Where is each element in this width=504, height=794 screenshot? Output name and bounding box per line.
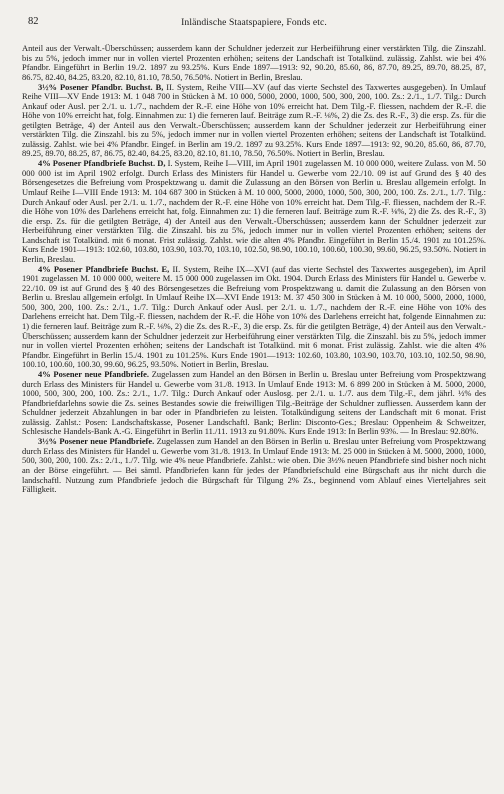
paragraph-heading: 4% Posener Pfandbriefe Buchst. E,: [38, 263, 170, 274]
paragraph-heading: 4% Posener neue Pfandbriefe.: [38, 369, 150, 380]
running-head: [22, 14, 486, 32]
paragraph-text: Zugelassen zum Handel an den Börsen in Berlin u. Breslau unter Befreiung vom Prospektzwang durch Erlass des Ministers für Handel u. Gewerbe vom 31./8. 1913. In Umlauf Ende 1913: M. 6 899 200 in Stücken à M. 5000, 2000, 1000, 500, 300, 200, 100. Zs.: 2./1., 1./7. Tilg.: Durch Ankauf oder Auslosg. per 2./1. u. 1./7. aus dem Tilg.-F., dem jährl. ½% des Pfandbriefdarlehns sowie die Zs. seines Bestandes sowie die freiwilligen Tilg.-Beiträge der Schuldner zufliessen. Ausserdem kann der Schuldner jederzeit Abzahlungen in bar oder in Pfandbriefen zu leisten. Totalkündigung seitens der Landschaft mit 6 monat. Frist zulässig. Zahlst.: Posen: Landschaftskasse, Posener Landschaftl. Bank; Berlin: Disconto-Ges.; Breslau: Oppenheim & Schweitzer, Schlesische Handels-Bank A.-G. Eingeführt in Berlin 11./11. 1913 zu 91.80%. Kurs Ende 1913: In Berlin 93%. — In Breslau: 92.80%.: [22, 369, 486, 437]
paragraph-text: Zugelassen zum Handel an den Börsen in Berlin u. Breslau unter Befreiung vom Prospektzwang durch Erlass des Ministers für Handel u. Gewerbe vom 31./8. 1913. In Umlauf Ende 1913: M. 25 000 in Stücken à M. 5000, 2000, 1000, 500, 300, 200, 100. Zs.: 2./1., 1./7. Tilg. wie 4% neue Pfandbriefe. Zahlst.: wie oben. Die 3½% neuen Pfandbriefe sind bisher noch nicht an der Börse eingeführt. — Bei sämtl. Pfandbriefen kann für jedes der Pfandbriefschuld eine Bürgschaft aus ihr nicht durch die landschaftl. Nutzung zum Pfandbriefe jedoch die Bürgschaft für Tilgung 2% Zs., beginnend vom Ablauf eines Vierteljahres seit Fälligkeit.: [22, 436, 487, 495]
paragraph-text: Anteil aus der Verwalt.-Überschüssen; ausserdem kann der Schuldner jederzeit zur Herbeiführung einer verstärkten Tilg. die Zinszahl. bis zu 5%, jedoch immer nur in vollen viertel Prozenten erhöhen; seitens der Landschaft ist Totalkünd. zulässig. Zahlst. wie bei 4% Pfandbr. Eingeführt in Berlin 19./2. 1897 zu 93.25%. Kurs Ende 1897—1913: 92, 90.20, 85.60, 86, 87.70, 89.25, 89.70, 88.25, 87, 86.75, 82.40, 84.25, 83.20, 82.10, 81.10, 78.50, 76.50%. Notiert in Berlin, Breslau.: [22, 43, 486, 82]
paragraph: [22, 265, 486, 370]
paragraph: [22, 83, 486, 159]
paragraph: [22, 44, 486, 82]
paragraph-heading: 3½% Posener neue Pfandbriefe.: [38, 436, 155, 447]
paragraph-heading: 4% Posener Pfandbriefe Buchst. D,: [38, 158, 166, 169]
paragraph: [22, 437, 486, 494]
paragraph-text: I. System, Reihe I—VIII, im April 1901 zugelassen M. 10 000 000, weitere Zulass. von M. 50 000 000 ist im April 1902 erfolgt. Durch Erlass des Ministers für Handel u. Gewerbe vom 22./10. 09 ist auf Grund des § 40 des Börsengesetzes die Befreiung vom Prospektzwang u. damit die Zulassung an den Börsen von Berlin u. Breslau allgemein erfolgt. In Umlauf Reihe I—VIII Ende 1913: M. 104 687 300 in Stücken à M. 10 000, 5000, 2000, 1000, 500, 300, 200, 100. Zs. 2./1., 1./7. Tilg.: Durch Ankauf oder Ausl. per 2./1. u. 1./7., nachdem der R.-F. eine Höhe von 10% erreicht hat. Dem Tilg.-F. fliessen, nachdem der R.-F. die Höhe von 10% des Darlehens erreicht hat, folg. Einnahmen zu: 1) die ferneren lauf. Beiträge zum R.-F. ⅛%, 2) die Zs. des R.-F., 3) die ersp. Zs. für die getilgten Beträge, 4) der Anteil aus den Verwalt.-Überschüssen; ausserdem kann der Schuldner jederzeit zur Herbeiführung einer verstärkten Tilg. die Zinszahl. bis zu 5%, jedoch immer nur in vollen viertel Prozenten erhöhen; seitens der Landschaft ist Totalkünd. mit 6 monat. Frist zulässig. Zahlst. wie die alten 4% Pfandbr. Eingeführt in Berlin 15./4. 1901 zu 101.25%. Kurs Ende 1901—1913: 102.60, 103.80, 103.90, 103.70, 103.10, 102.50, 98.90, 100.10, 100.60, 100.30, 99.60, 96.25, 93.50%. Notiert in Berlin, Breslau.: [22, 158, 487, 264]
paragraph: [22, 159, 486, 264]
paragraph: [22, 370, 486, 437]
paragraph-text: II. System, Reihe IX—XVI (auf das vierte Sechstel des Taxwertes ausgegeben), im April 1901 zugelassen M. 10 000 000, weitere M. 15 000 000 zugelassen im Okt. 1904. Durch Erlass des Ministers für Handel u. Gewerbe v. 22./10. 09 ist auf Grund des § 40 des Börsengesetzes die Befreiung vom Prospektzwang u. damit die Zulassung an den Börsen von Berlin u. Breslau allgemein erfolgt. In Umlauf Reihe IX—XVI Ende 1913: M. 37 450 300 in Stücken à M. 10 000, 5000, 2000, 1000, 500, 300, 200, 100. Zs.: 2./1., 1./7. Tilg.: Durch Ankauf oder Ausl. per 2./1. u. 1./7., nachdem der R.-F. eine Höhe von 10% des Darlehens erreicht hat. Dem Tilg.-F. fliessen, nachdem der R.-F. die Höhe von 10% des Darlehens erreicht hat, folgende Einnahmen zu: 1) die ferneren lauf. Beiträge zum R.-F. ⅛%, 2) die Zs. des R.-F., 3) die ersp. Zs. für die getilgten Beträge, 4) der Anteil aus den Verwalt.-Überschüssen; ausserdem kann der Schuldner jederzeit zur Herbeiführung einer verstärkten Tilg. die Zinszahl. bis zu 5%, jedoch immer nur in vollen viertel Prozenten erhöhen; seitens der Landschaft ist Totalkünd. mit 6 monat. Frist zulässig. Zahlst. wie die alten 4% Pfandbr. Eingeführt in Berlin 15./4. 1901 zu 101.25%. Kurs Ende 1901—1913: 102.60, 103.80, 103.90, 103.70, 103.10, 102.50, 98.90, 100.10, 100.60, 100.30, 99.60, 96.25, 93.50%. Notiert in Berlin, Breslau.: [22, 263, 487, 370]
paragraph-heading: 3½% Posener Pfandbr. Buchst. B,: [38, 81, 164, 92]
page-number: 82: [28, 16, 39, 27]
running-head-title: Inländische Staatspapiere, Fonds etc.: [181, 17, 327, 28]
paragraph-text: II. System, Reihe VIII—XV (auf das vierte Sechstel des Taxwertes ausgegeben). In Umlauf Reihe VIII—XV Ende 1913: M. 1 048 700 in Stücken à M. 10 000, 5000, 2000, 1000, 500, 300, 200, 100. Zs.: 2./1., 1./7. Tilg.: Durch Ankauf oder Ausl. per 2./1. u. 1./7., nachdem der R.-F. eine Höhe von 10% erreicht hat. Dem Tilg.-F. fliessen, nachdem der R.-F. die Höhe von 10% erreicht hat, folg. Einnahmen zu: 1) die ferneren lauf. Beiträge zum R.-F. ⅛%, 2) die Zs. des R.-F., 3) die ersp. Zs. für die getilgten Beträge, 4) der Anteil aus den Verwalt.-Überschüssen; ausserdem kann der Schuldner jederzeit zur Herbeiführung einer verstärkten Tilg. die Zinszahl. bis zu 5%, jedoch immer nur in vollen viertel Prozenten erhöhen; seitens der Landschaft ist Totalkünd. zulässig. Zahlst. wie bei 4% Pfandbr. Eingef. in Berlin am 19./2. 1897 zu 93.25%. Kurs Ende 1897—1913: 92, 90.20, 85.60, 86, 87.70, 89.25, 89.70, 88.25, 87, 86.75, 82.40, 84.25, 83.20, 82.10, 81.10, 78.50, 76.50%. Notiert in Berlin, Breslau.: [22, 81, 486, 159]
body-text: [22, 44, 486, 495]
